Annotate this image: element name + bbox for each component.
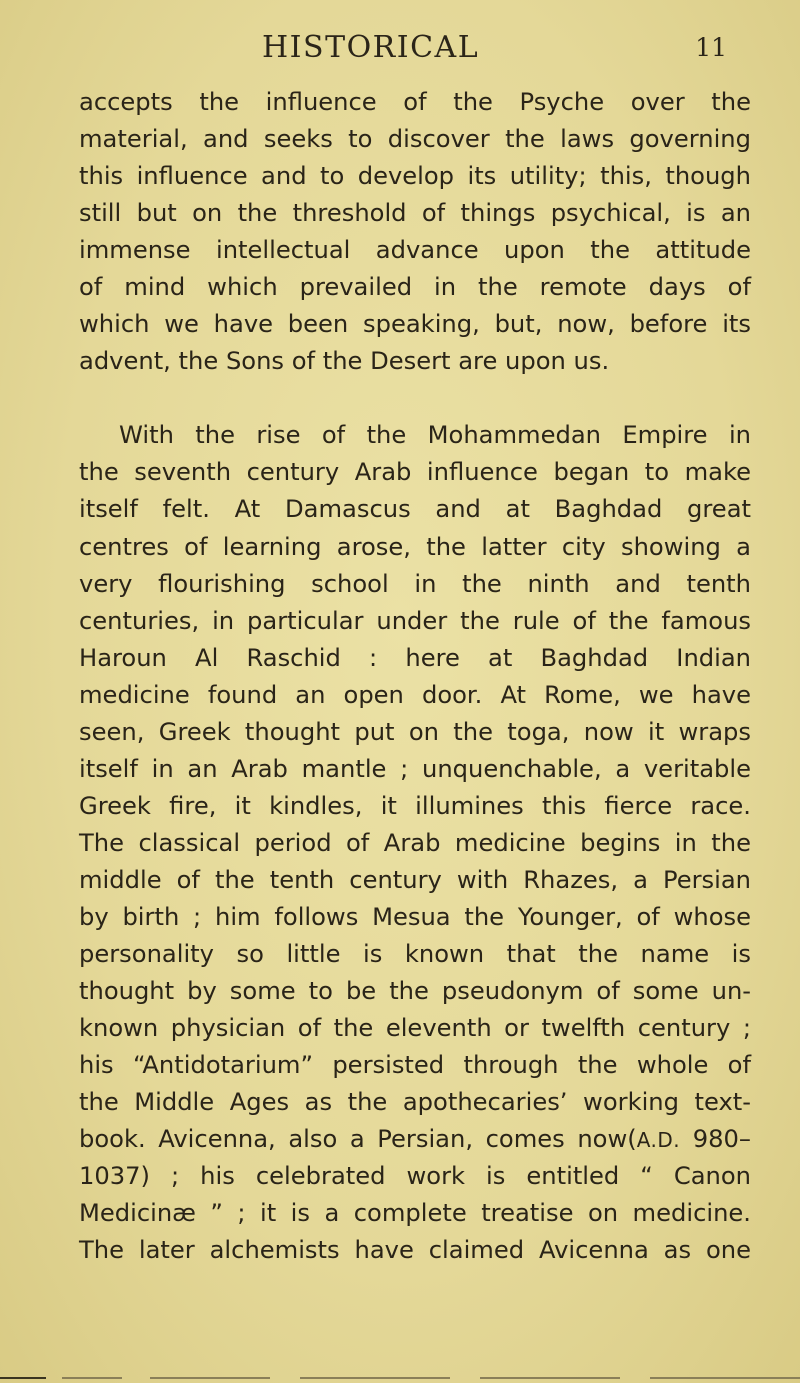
edge-mark [150, 1377, 270, 1379]
text-line: very flourishing school in the ninth and tenth [79, 569, 751, 598]
text-line: the seventh century Arab influence began to make [79, 458, 751, 487]
small-caps-era: A.D. [636, 1128, 681, 1153]
text-line: The later alchemists have claimed Avicenna as one [79, 1236, 751, 1265]
text-line: known physician of the eleventh or twelfth century ; [79, 1014, 751, 1043]
text-line: material, and seeks to discover the laws governing [79, 125, 751, 154]
text-line: Haroun Al Raschid : here at Baghdad Indian [79, 643, 751, 672]
text-line: seen, Greek thought put on the toga, now it wraps [79, 717, 751, 746]
edge-mark [0, 1377, 46, 1379]
text-line: the Middle Ages as the apothecaries’ working text- [79, 1088, 751, 1117]
text-line: his “Antidotarium” persisted through the whole of [79, 1051, 751, 1080]
edge-mark [480, 1377, 620, 1379]
text-line: personality so little is known that the name is [79, 940, 751, 969]
text-line: thought by some to be the pseudonym of some un- [79, 977, 751, 1006]
edge-mark [300, 1377, 450, 1379]
text-line: The classical period of Arab medicine begins in the [79, 828, 751, 857]
text-line: itself in an Arab mantle ; unquenchable, a veritable [79, 754, 751, 783]
text-line: this influence and to develop its utility; this, though [79, 162, 751, 191]
text-line: advent, the Sons of the Desert are upon us. [79, 347, 610, 376]
text-line: Greek fire, it kindles, it illumines this fierce race. [79, 791, 751, 820]
text-line: centres of learning arose, the latter city showing a [79, 532, 751, 561]
running-title: HISTORICAL [262, 30, 480, 65]
edge-mark [62, 1377, 122, 1379]
paragraph-1 [79, 84, 751, 380]
page-number: 11 [695, 33, 727, 62]
text-line: middle of the tenth century with Rhazes, a Persian [79, 865, 751, 894]
running-head [0, 30, 800, 70]
text-line: With the rise of the Mohammedan Empire in [119, 421, 751, 450]
edge-mark [650, 1377, 800, 1379]
text-line: of mind which prevailed in the remote days of [79, 273, 751, 302]
text-line: book. Avicenna, also a Persian, comes now(A.D. 980– [79, 1125, 751, 1154]
text-line: medicine found an open door. At Rome, we have [79, 680, 751, 709]
text-line: by birth ; him follows Mesua the Younger, of whose [79, 902, 751, 931]
text-line: itself felt. At Damascus and at Baghdad great [79, 495, 751, 524]
text-line: which we have been speaking, but, now, before its [79, 310, 751, 339]
text-line: Medicinæ ” ; it is a complete treatise on medicine. [79, 1199, 751, 1228]
page-bottom-edge [0, 1374, 800, 1383]
text-line: immense intellectual advance upon the attitude [79, 236, 751, 265]
paragraph-spacer [79, 380, 751, 417]
text-line: centuries, in particular under the rule of the famous [79, 606, 751, 635]
body-text [79, 84, 751, 1269]
text-line: accepts the influence of the Psyche over the [79, 88, 751, 116]
text-line: 1037) ; his celebrated work is entitled “ Canon [79, 1162, 751, 1191]
text-line: still but on the threshold of things psychical, is an [79, 199, 751, 228]
paragraph-2 [79, 417, 751, 1269]
